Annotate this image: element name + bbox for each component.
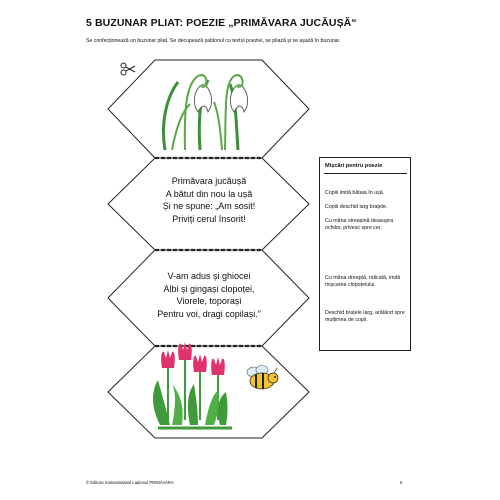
page-number: 5 xyxy=(400,480,403,485)
page-title: 5 BUZUNAR PLIAT: POEZIE „PRIMĂVARA JUCĂUȘĂ“ xyxy=(86,17,357,29)
poem-line: Primăvara jucăușă xyxy=(171,176,247,186)
movements-title: Mișcări pentru poezie xyxy=(325,163,383,169)
poem-line: Priviți cerul însorit! xyxy=(172,213,246,224)
bee-illustration xyxy=(247,366,278,390)
movement-item: Cu mâna dreaptă, ridicată, imită mișcarea clopoțelului. xyxy=(325,275,401,288)
poem-line: V-am adus și ghiocei xyxy=(167,271,251,281)
poem-line: Albi și gingași clopoței, xyxy=(163,283,255,294)
tulips-illustration xyxy=(153,342,232,428)
footer-publisher: © Editura Samantasasul Lapionul PRIMĂVARA xyxy=(86,480,174,485)
movement-item: Cu mâna streașină deasupra ochilor, privesc spre cer. xyxy=(325,218,394,231)
movements-box xyxy=(319,157,411,351)
movement-item: Deschid brațele larg, arătând spre mulțimea de copii. xyxy=(325,310,405,323)
movement-item: Copiii imită bătaia în ușă. xyxy=(325,190,385,196)
poem-line: Viorele, toporași xyxy=(176,296,242,306)
poem-stanza-2 xyxy=(94,270,324,320)
poem-line: Pentru voi, dragi copilași.” xyxy=(157,308,261,319)
poem-stanza-1 xyxy=(94,175,324,225)
movements-divider xyxy=(324,173,407,174)
instructions-text: Se confecționează un buzunar pliat. Se decupează șablonul cu textul poeziei, se pliază și se așază în buzunar. xyxy=(86,38,341,44)
poem-line: A bătut din nou la ușă xyxy=(165,188,253,199)
movement-item: Copiii deschid larg brațele. xyxy=(325,204,388,210)
snowdrop-flowers-illustration xyxy=(163,75,247,150)
poem-line: Și ne spune: „Am sosit! xyxy=(162,201,256,211)
